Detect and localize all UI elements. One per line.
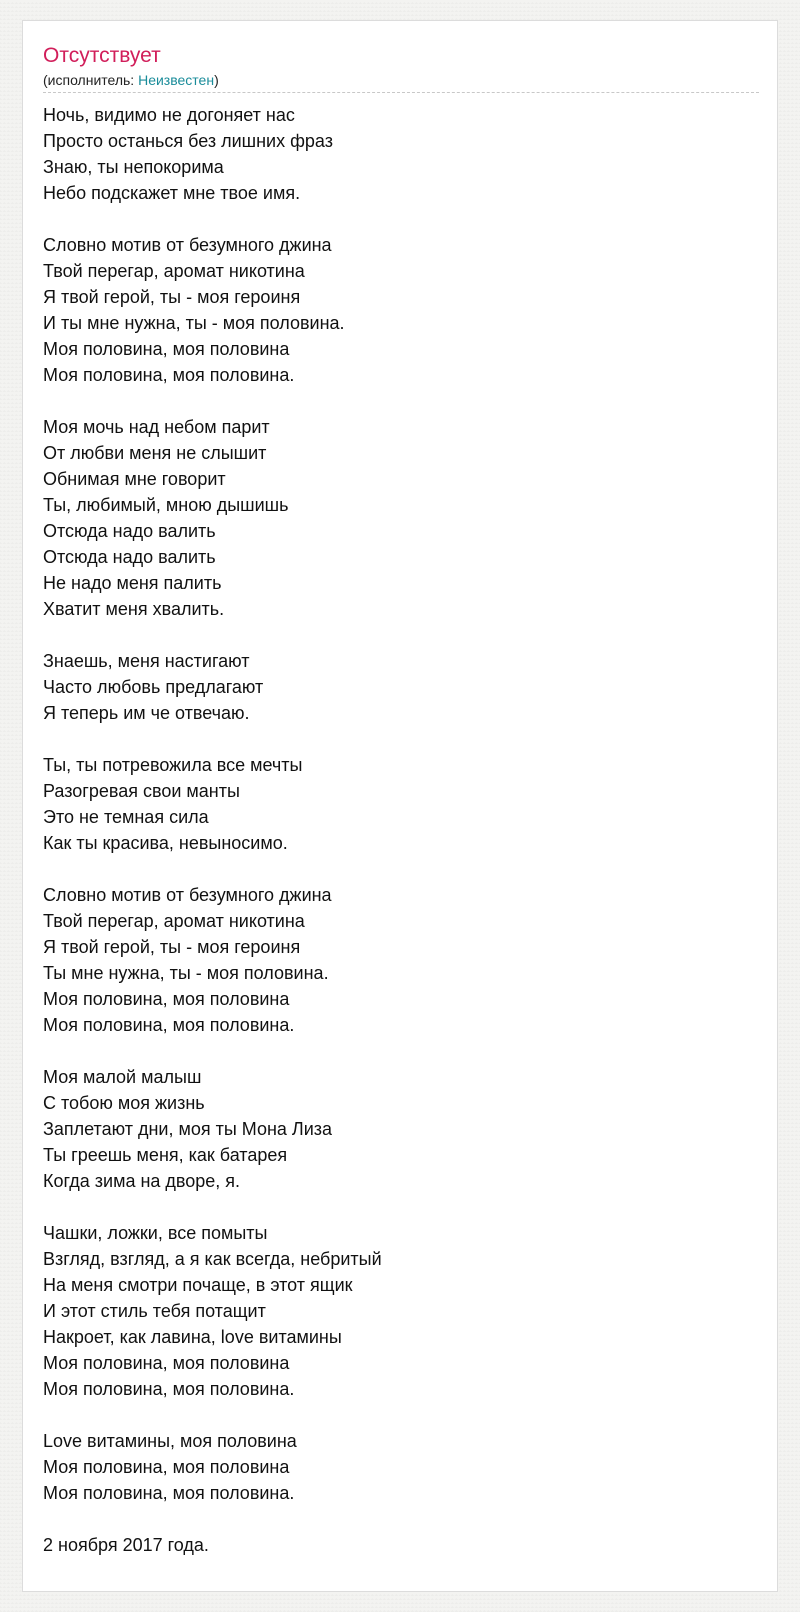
lyrics-line: Заплетают дни, моя ты Мона Лиза <box>43 1119 333 1139</box>
lyrics-line: Знаешь, меня настигают <box>43 651 250 671</box>
lyrics-line: Твой перегар, аромат никотина <box>43 261 305 281</box>
lyrics-line: Это не темная сила <box>43 807 209 827</box>
lyrics-stanza <box>43 1428 759 1506</box>
lyrics-line: Часто любовь предлагают <box>43 677 264 697</box>
lyrics-line: Ты греешь меня, как батарея <box>43 1145 288 1165</box>
lyrics-line: Словно мотив от безумного джина <box>43 885 332 905</box>
lyrics-line: Как ты красива, невыносимо. <box>43 833 288 853</box>
lyrics-stanza <box>43 752 759 856</box>
lyrics-line: Ты мне нужна, ты - моя половина. <box>43 963 329 983</box>
lyrics-stanza <box>43 1064 759 1194</box>
lyrics-stanza <box>43 102 759 206</box>
artist-suffix: ) <box>214 72 219 88</box>
lyrics-line: Твой перегар, аромат никотина <box>43 911 305 931</box>
lyrics-card <box>22 20 778 1592</box>
lyrics-line: С тобою моя жизнь <box>43 1093 205 1113</box>
artist-line <box>43 70 759 90</box>
lyrics-line: Моя малой малыш <box>43 1067 202 1087</box>
song-title: Отсутствует <box>43 44 161 67</box>
lyrics-body <box>43 102 759 1558</box>
lyrics-line: На меня смотри почаще, в этот ящик <box>43 1275 353 1295</box>
lyrics-line: Обнимая мне говорит <box>43 469 226 489</box>
song-header <box>43 43 759 93</box>
lyrics-line: Моя половина, моя половина <box>43 989 290 1009</box>
lyrics-stanza <box>43 232 759 388</box>
lyrics-line: Отсюда надо валить <box>43 547 216 567</box>
lyrics-line: И ты мне нужна, ты - моя половина. <box>43 313 345 333</box>
lyrics-line: Я твой герой, ты - моя героиня <box>43 287 301 307</box>
lyrics-line: Накроет, как лавина, love витамины <box>43 1327 342 1347</box>
lyrics-line: Знаю, ты непокорима <box>43 157 224 177</box>
lyrics-line: Хватит меня хвалить. <box>43 599 225 619</box>
lyrics-line: Чашки, ложки, все помыты <box>43 1223 268 1243</box>
lyrics-stanza <box>43 882 759 1038</box>
artist-link[interactable]: Неизвестен <box>138 72 215 88</box>
lyrics-line: Моя половина, моя половина <box>43 1457 290 1477</box>
lyrics-line: Моя половина, моя половина. <box>43 1483 295 1503</box>
lyrics-stanza <box>43 648 759 726</box>
publish-date: 2 ноября 2017 года. <box>43 1535 209 1555</box>
lyrics-line: Словно мотив от безумного джина <box>43 235 332 255</box>
lyrics-line: Взгляд, взгляд, а я как всегда, небритый <box>43 1249 382 1269</box>
lyrics-line: Не надо меня палить <box>43 573 222 593</box>
artist-prefix: (исполнитель: <box>43 72 139 88</box>
lyrics-line: Моя половина, моя половина. <box>43 1015 295 1035</box>
lyrics-line: Просто останься без лишних фраз <box>43 131 333 151</box>
lyrics-line: Я теперь им че отвечаю. <box>43 703 250 723</box>
lyrics-line: Разогревая свои манты <box>43 781 240 801</box>
lyrics-line: Я твой герой, ты - моя героиня <box>43 937 301 957</box>
lyrics-line: Отсюда надо валить <box>43 521 216 541</box>
lyrics-line: Ночь, видимо не догоняет нас <box>43 105 295 125</box>
lyrics-line: Моя половина, моя половина. <box>43 1379 295 1399</box>
lyrics-line: От любви меня не слышит <box>43 443 267 463</box>
lyrics-line: И этот стиль тебя потащит <box>43 1301 266 1321</box>
lyrics-line: Моя половина, моя половина. <box>43 365 295 385</box>
lyrics-line: Моя мочь над небом парит <box>43 417 270 437</box>
lyrics-stanza <box>43 414 759 622</box>
lyrics-line: Когда зима на дворе, я. <box>43 1171 241 1191</box>
lyrics-line: Моя половина, моя половина <box>43 1353 290 1373</box>
lyrics-line: Love витамины, моя половина <box>43 1431 297 1451</box>
lyrics-line: Небо подскажет мне твое имя. <box>43 183 301 203</box>
lyrics-stanza <box>43 1220 759 1402</box>
lyrics-line: Ты, ты потревожила все мечты <box>43 755 303 775</box>
lyrics-line: Ты, любимый, мною дышишь <box>43 495 289 515</box>
lyrics-line: Моя половина, моя половина <box>43 339 290 359</box>
